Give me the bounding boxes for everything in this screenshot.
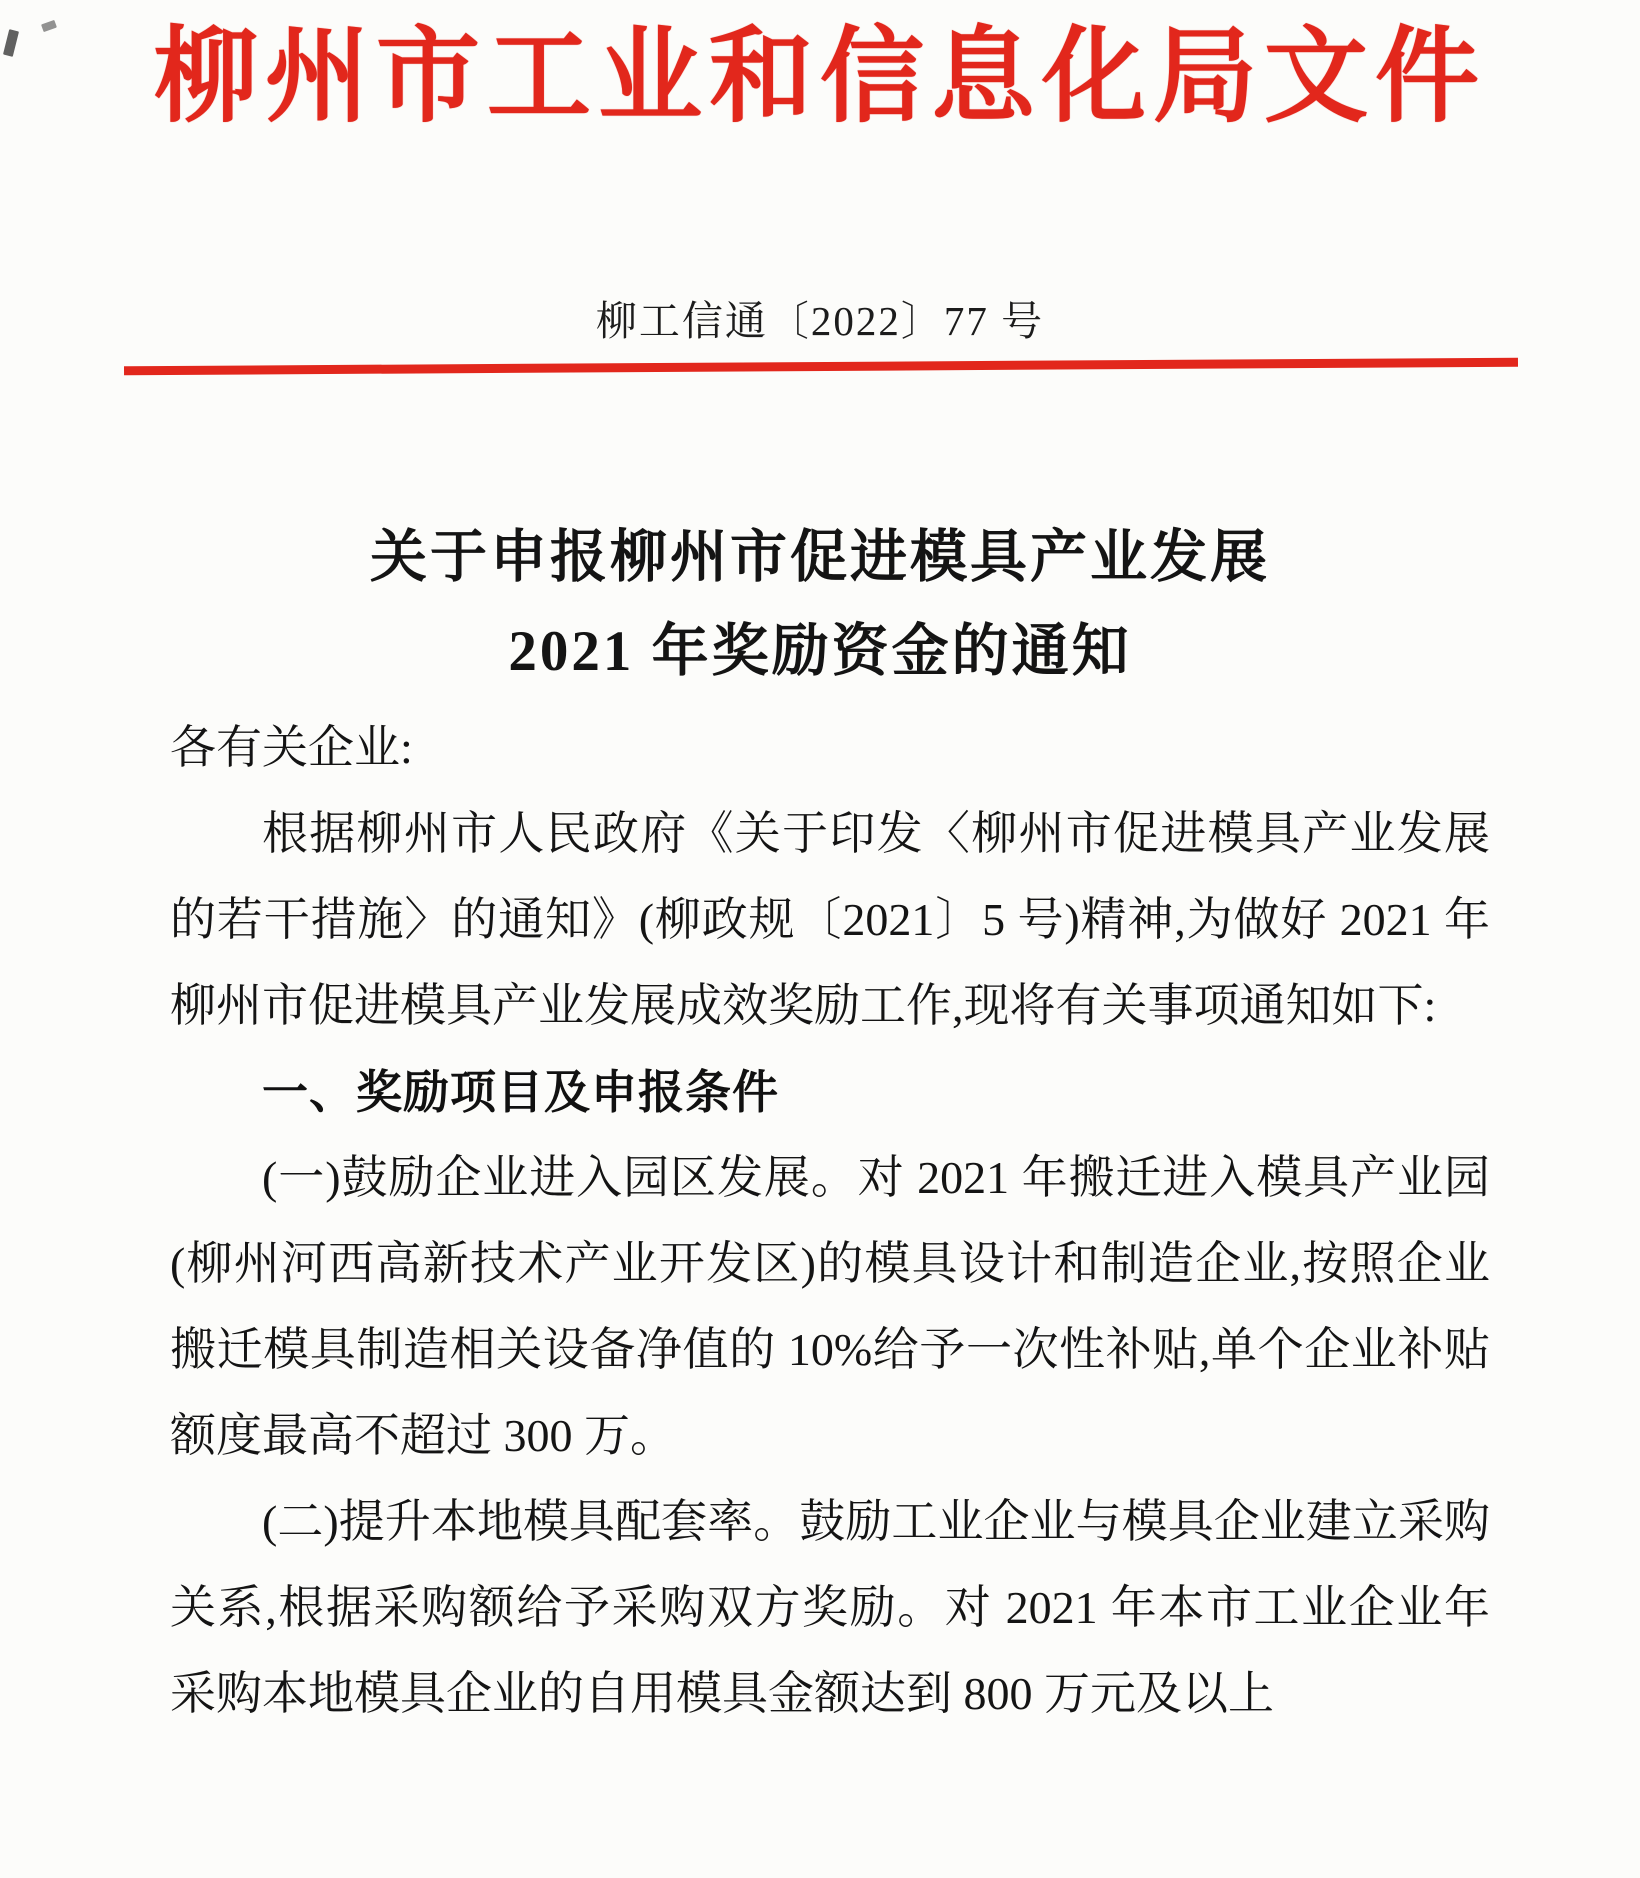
item-2-paragraph: (二)提升本地模具配套率。鼓励工业企业与模具企业建立采购关系,根据采购额给予采购双方奖励。对 2021 年本市工业企业年采购本地模具企业的自用模具金额达到 800 万元及以上 (170, 1496, 1490, 1719)
document-title-line2: 2021 年奖励资金的通知 (508, 620, 1132, 683)
salutation-paragraph: 各有关企业: (170, 722, 413, 773)
red-divider-line (124, 358, 1518, 376)
document-title-line1: 关于申报柳州市促进模具产业发展 (370, 526, 1270, 589)
agency-header-title: 柳州市工业和信息化局文件 (153, 20, 1486, 135)
item-1-paragraph: (一)鼓励企业进入园区发展。对 2021 年搬迁进入模具产业园(柳州河西高新技术产业开发区)的模具设计和制造企业,按照企业搬迁模具制造相关设备净值的 10%给予一次性补贴,单个企业补贴额度最高不超过 300 万。 (170, 1152, 1490, 1461)
document-title (0, 511, 1640, 699)
document-body (170, 705, 1490, 1737)
document-number: 柳工信通〔2022〕77 号 (595, 298, 1045, 344)
intro-paragraph: 根据柳州市人民政府《关于印发〈柳州市促进模具产业发展的若干措施〉的通知》(柳政规〔2021〕5 号)精神,为做好 2021 年柳州市促进模具产业发展成效奖励工作,现将有关事项通知如下: (170, 808, 1490, 1031)
section-heading: 一、奖励项目及申报条件 (262, 1066, 779, 1118)
